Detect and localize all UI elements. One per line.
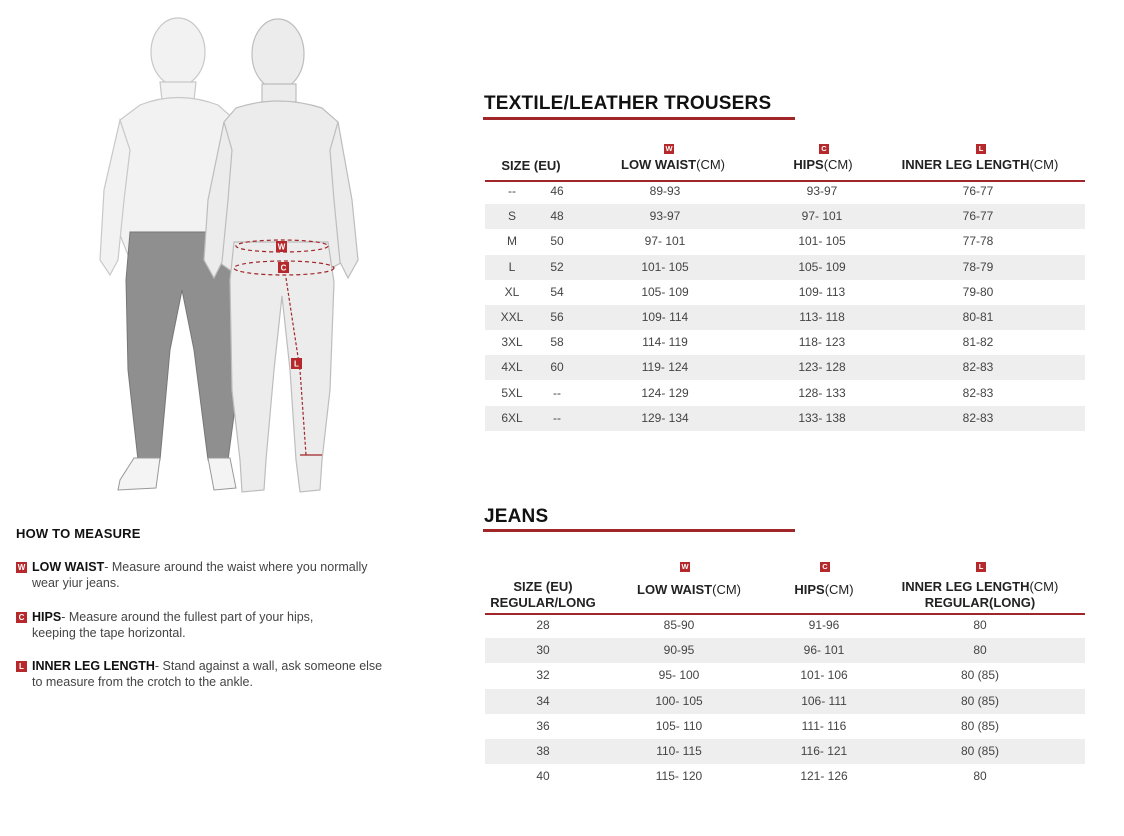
hips-cell: 91-96 [808,618,840,632]
leg-cell: 76-77 [962,209,994,224]
size-cell: 4XL [501,360,523,375]
eu-size-cell: 48 [550,209,564,224]
eu-size-cell: -- [553,385,561,400]
leg-cell: 76-77 [962,184,994,198]
table-row [485,204,1085,229]
hips-cell: 121- 126 [800,769,848,784]
leg-cell: 82-83 [962,410,994,425]
textile-table-title: TEXTILE/LEATHER TROUSERS [484,93,772,114]
eu-size-cell: 60 [550,360,564,375]
table-row [485,255,1085,280]
table-row [485,689,1085,714]
table-row [485,330,1085,355]
hips-cell: 133- 138 [798,410,846,425]
size-cell: -- [508,184,516,198]
waist-cell: 110- 115 [656,744,702,758]
size-cell: 38 [536,744,550,758]
table-row [485,613,1085,638]
table-row [485,280,1085,305]
eu-size-cell: 50 [550,234,564,249]
jeans-table-title: JEANS [484,506,549,527]
waist-cell: 95- 100 [658,668,700,683]
waist-badge-icon: W [665,144,673,153]
measurement-figures-illustration [90,10,380,500]
hips-badge-icon: C [819,144,829,154]
waist-badge-icon: W [681,562,689,571]
leg-cell: 78-79 [962,259,994,274]
jeans-title-rule [483,529,795,532]
waist-cell: 114- 119 [642,335,688,350]
eu-size-cell: 58 [550,335,564,350]
hips-badge-icon: C [16,612,27,623]
hips-cell: 101- 105 [798,234,846,249]
waist-cell: 89-93 [649,184,681,198]
leg-cell: 80 (85) [960,693,1000,708]
table-row [485,714,1085,739]
size-cell: 6XL [501,410,523,425]
leg-marker-label: L [294,359,299,369]
table-row [485,179,1085,204]
table-row [485,739,1085,764]
table-row [485,305,1085,330]
waist-cell: 101- 105 [641,259,689,274]
size-cell: 32 [536,668,550,683]
measure-item-text-cont: to measure from the crotch to the ankle. [32,675,253,689]
table-row [485,355,1085,380]
measure-item-label: INNER LEG LENGTH [32,659,155,673]
table-row [485,406,1085,431]
size-cell: L [508,259,516,274]
table-row [485,764,1085,789]
leg-cell: 81-82 [962,335,994,350]
leg-cell: 80 [973,643,987,658]
table-row [485,229,1085,254]
leg-badge-icon: L [976,144,986,154]
hips-cell: 116- 121 [800,744,848,758]
measure-item-label: HIPS [32,610,62,624]
hips-cell: 93-97 [806,184,838,198]
textile-table-header [485,142,1085,182]
hips-cell: 109- 113 [798,284,846,299]
waist-cell: 85-90 [663,618,695,632]
col-waist-header: LOW WAIST(CM) [637,582,741,597]
leg-cell: 82-83 [962,360,994,375]
hips-cell: 96- 101 [803,643,845,658]
eu-size-cell: 56 [550,310,564,324]
col-size-header: SIZE (EU) REGULAR/LONG [490,579,596,610]
eu-size-cell: 46 [550,184,564,198]
leg-cell: 80-81 [962,310,994,324]
table-row [485,381,1085,406]
size-cell: 40 [536,769,550,784]
hips-cell: 128- 133 [798,385,846,400]
waist-marker-label: W [277,242,286,252]
measure-item-leg [16,658,436,690]
waist-cell: 124- 129 [641,385,689,400]
size-cell: 3XL [501,335,523,350]
figure-jeans-shoes [118,458,236,490]
leg-cell: 80 [973,769,987,784]
waist-cell: 115- 120 [655,769,703,784]
size-cell: S [507,209,516,224]
eu-size-cell: 54 [550,284,564,299]
size-cell: XL [504,284,520,299]
waist-cell: 93-97 [649,209,681,224]
size-cell: XXL [500,310,524,324]
measure-item-text: - Stand against a wall, ask someone else [154,659,383,673]
waist-cell: 129- 134 [641,410,689,425]
leg-cell: 80 [973,618,987,632]
col-size-header: SIZE (EU) [501,158,561,173]
textile-title-rule [483,117,795,120]
measure-item-label: LOW WAIST [32,560,105,574]
hips-cell: 123- 128 [798,360,846,375]
hips-cell: 118- 123 [798,335,846,350]
leg-cell: 77-78 [962,234,994,249]
hips-cell: 105- 109 [798,259,846,274]
size-cell: 5XL [501,385,523,400]
col-leg-header: INNER LEG LENGTH(CM) REGULAR(LONG) [901,579,1059,610]
measure-item-waist [16,559,436,591]
leg-cell: 80 (85) [960,668,1000,683]
leg-cell: 80 (85) [960,744,1000,758]
waist-cell: 105- 109 [641,284,689,299]
leg-cell: 82-83 [962,385,994,400]
waist-cell: 119- 124 [641,360,689,375]
col-leg-header: INNER LEG LENGTH(CM) [901,157,1059,172]
hips-badge-icon: C [820,562,830,572]
size-cell: M [507,234,517,249]
size-cell: 28 [536,618,550,632]
hips-cell: 97- 101 [801,209,843,224]
eu-size-cell: -- [553,410,561,425]
how-to-measure-title: HOW TO MEASURE [16,526,141,541]
col-hips-header: HIPS(CM) [793,157,853,172]
measure-item-hips [16,609,436,641]
measure-item-text: - Measure around the fullest part of your hips, [61,610,314,624]
measure-item-text-cont: keeping the tape horizontal. [32,626,186,640]
hips-marker-label: C [280,263,287,273]
hips-cell: 101- 106 [800,668,848,683]
size-cell: 34 [536,693,550,708]
size-cell: 30 [536,643,550,658]
col-waist-header: LOW WAIST(CM) [621,157,725,172]
waist-cell: 90-95 [663,643,695,658]
leg-cell: 80 (85) [960,718,1000,733]
waist-cell: 105- 110 [655,718,703,733]
leg-badge-icon: L [16,661,27,672]
eu-size-cell: 52 [550,259,564,274]
hips-cell: 106- 111 [801,693,847,708]
waist-badge-icon: W [17,563,26,572]
leg-badge-icon: L [976,562,986,572]
waist-cell: 109- 114 [641,310,689,324]
table-row [485,638,1085,663]
size-cell: 36 [536,718,550,733]
col-hips-header: HIPS(CM) [794,582,854,597]
jeans-pants [126,232,240,460]
waist-cell: 97- 101 [644,234,686,249]
measure-item-text-cont: wear yiur jeans. [32,576,120,590]
waist-cell: 100- 105 [655,693,703,708]
measure-item-text: - Measure around the waist where you normally [104,560,368,574]
table-row [485,663,1085,688]
hips-cell: 113- 118 [799,310,845,324]
leg-cell: 79-80 [962,284,994,299]
jeans-table-header [485,561,1085,615]
hips-cell: 111- 116 [801,718,847,733]
